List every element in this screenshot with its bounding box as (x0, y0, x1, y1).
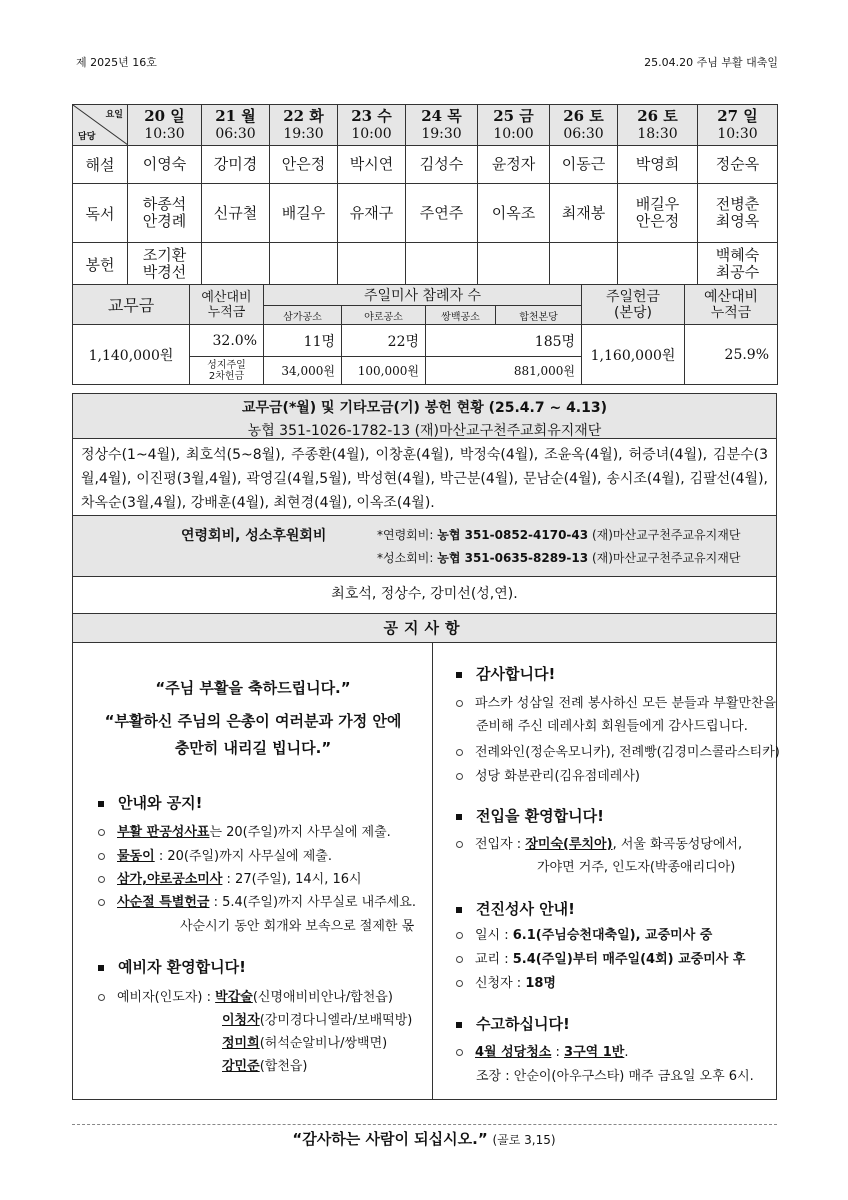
assignee-cell (128, 243, 202, 286)
circle-bullet-icon (456, 932, 463, 939)
cleaning-group: 3구역 1반 (564, 1045, 625, 1060)
assignee-cell (270, 146, 338, 184)
day-label: 26 토 (637, 107, 678, 125)
issue-number: 제 2025년 16호 (76, 56, 157, 69)
greeting-line-2: “부활하신 주님의 은총이 여러분과 가정 안에 (104, 712, 402, 730)
greeting-line-3: 충만히 내리길 빕니다.” (174, 739, 332, 757)
catechumen-name-4: 강민준 (222, 1059, 260, 1074)
hapcheon-header: 합천본당 (496, 306, 582, 325)
assignee-name: 유재구 (349, 203, 394, 222)
assignee-name: 박시연 (349, 155, 394, 173)
catechumen-row-3 (222, 1032, 387, 1051)
confirmation-item-2-label: 교리 : (475, 952, 513, 967)
assignee-cell (698, 184, 778, 243)
second-collection-label (190, 357, 264, 385)
offering-amount: 1,160,000원 (582, 325, 685, 385)
assignee-name: 안은정 (281, 155, 326, 173)
notices-column-divider (432, 642, 433, 1100)
catechumen-row-1 (98, 986, 393, 1005)
section-catechumen-title-text: 예비자 환영합니다! (118, 958, 246, 976)
transfer-label: 전입자 : (475, 837, 526, 852)
assignee-name: 안경례 (142, 212, 187, 230)
assignee-cell (478, 243, 550, 286)
second-collection-line1: 성지주일 (207, 359, 246, 371)
section-cleaning-title (456, 1013, 570, 1034)
cleaning-month: 4월 성당청소 (475, 1045, 552, 1060)
budget-header-2-line2: 누적금 (710, 304, 752, 321)
offering-header-line2: (본당) (614, 304, 653, 321)
circle-bullet-icon (98, 829, 105, 836)
mass-time: 19:30 (283, 126, 324, 142)
guide-item-3 (98, 868, 362, 887)
assignee-name: 안은정 (635, 212, 680, 230)
assignee-name: 이옥조 (491, 203, 536, 222)
section-guide-title-text: 안내와 공지! (118, 794, 203, 812)
guide-item-1-bold: 부활 판공성사표 (117, 825, 210, 840)
mass-time: 19:30 (421, 126, 462, 142)
assignee-cell (550, 146, 618, 184)
thanks-item-3 (456, 765, 640, 784)
day-header (338, 105, 406, 146)
square-bullet-icon (98, 801, 104, 807)
assignee-cell (202, 243, 270, 286)
schedule-row-reading (73, 184, 778, 243)
day-label: 21 월 (215, 107, 256, 125)
mass-time: 10:00 (351, 126, 392, 142)
assignee-name: 정순옥 (715, 155, 760, 173)
guide-item-4-bold: 사순절 특별헌금 (117, 895, 210, 910)
transfer-item (456, 833, 742, 852)
yaro-count: 22명 (342, 325, 426, 357)
thanks-item-3-text: 성당 화분관리(김유점데레사) (475, 769, 640, 784)
association-account-2 (377, 549, 740, 566)
assignee-name: 최재봉 (561, 203, 606, 222)
ssangbaek-header: 쌍백공소 (426, 306, 496, 325)
mass-time: 18:30 (637, 126, 678, 142)
assignee-name: 박경선 (142, 263, 187, 281)
assignee-name: 이동근 (561, 155, 606, 173)
day-label: 24 목 (421, 107, 462, 125)
catechumen-row-2 (222, 1009, 412, 1028)
mass-time: 06:30 (215, 126, 256, 142)
assignee-cell (128, 146, 202, 184)
assignee-name: 배길우 (635, 195, 680, 213)
section-confirmation-title-text: 견진성사 안내! (476, 900, 576, 918)
footer (0, 1128, 848, 1149)
assignee-name: 신규철 (213, 203, 258, 222)
association-title: 연령회비, 성소후원회비 (181, 528, 327, 544)
assignee-cell (406, 184, 478, 243)
square-bullet-icon (456, 672, 462, 678)
circle-bullet-icon (456, 841, 463, 848)
guide-item-4-text: : 5.4(주일)까지 사무실로 내주세요. (209, 895, 416, 910)
budget-header-1-line1: 예산대비 (201, 289, 252, 305)
guide-item-2 (98, 845, 332, 864)
section-guide-title (98, 792, 203, 813)
thanks-item-2-text: 전례와인(정순옥모니카), 전례빵(김경미스콜라스티카) (475, 745, 780, 760)
yaro-amount: 100,000원 (342, 357, 426, 385)
assignee-cell (698, 146, 778, 184)
day-label: 22 화 (283, 107, 324, 125)
account-1-label: *연령회비: (377, 528, 434, 542)
section-transfer-title (456, 805, 604, 826)
guide-item-2-text: : 20(주일)까지 사무실에 제출. (154, 849, 332, 864)
confirmation-item-3-value: 18명 (525, 976, 556, 991)
square-bullet-icon (98, 965, 104, 971)
association-donors: 최호석, 정상수, 강미선(성,연). (72, 576, 777, 614)
circle-bullet-icon (456, 700, 463, 707)
account-1-number: 농협 351-0852-4170-43 (437, 528, 589, 542)
assignee-cell (406, 243, 478, 286)
samga-count: 11명 (264, 325, 342, 357)
schedule-row-commentary (73, 146, 778, 184)
budget2-percent: 25.9% (685, 325, 778, 385)
day-header (550, 105, 618, 146)
circle-bullet-icon (98, 853, 105, 860)
guide-item-3-bold: 삼가,야로공소미사 (117, 872, 223, 887)
assignee-name: 하종석 (142, 195, 187, 213)
account-2-number: 농협 351-0635-8289-13 (437, 551, 589, 565)
guide-item-2-bold: 물동이 (117, 849, 155, 864)
offering-report-header (72, 393, 777, 439)
assignee-cell (478, 146, 550, 184)
day-label: 26 토 (563, 107, 604, 125)
day-label: 20 일 (144, 107, 185, 125)
schedule-row-offering (73, 243, 778, 286)
square-bullet-icon (456, 814, 462, 820)
mass-time: 10:30 (144, 126, 185, 142)
confirmation-item-1-value: 6.1(주님승천대축일), 교중미사 중 (512, 928, 713, 943)
offering-header (582, 285, 685, 325)
catechumen-guide-3: (허석순알비나/쌍백면) (259, 1036, 388, 1051)
ministry-schedule-table (72, 104, 778, 286)
day-label: 27 일 (717, 107, 758, 125)
offering-donor-list: 정상수(1~4월), 최호석(5~8월), 주종환(4월), 이창훈(4월), 박정숙(4월), 조윤옥(4월), 허증녀(4월), 김분수(3월,4월), 이진평(3월,4월), 곽영길(4월,5월), 박성현(4월), 박근분(4월), 문남순(4월), 송시조(4월), 김팔선(4월), 차옥순(3월,4월), 강배훈(4월), 최현경(4월), 이옥조(4월). (72, 438, 777, 516)
day-header (128, 105, 202, 146)
assignee-cell (550, 184, 618, 243)
cleaning-end: . (624, 1045, 629, 1060)
assignee-cell (550, 243, 618, 286)
circle-bullet-icon (98, 899, 105, 906)
mass-time: 10:00 (493, 126, 534, 142)
confirmation-item-2-value: 5.4(주일)부터 매주일(4회) 교중미사 후 (512, 952, 746, 967)
assignee-name: 최공수 (715, 263, 760, 281)
thanks-item-1-cont: 준비해 주신 데레사회 회원들에게 감사드립니다. (476, 719, 748, 734)
association-header (72, 515, 777, 577)
confirmation-item-3 (456, 972, 556, 991)
assignee-name: 배길우 (281, 203, 326, 222)
cleaning-item-1 (456, 1041, 628, 1060)
role-label: 독서 (73, 184, 128, 243)
assignee-cell (338, 146, 406, 184)
catechumen-name-1: 박갑술 (215, 990, 253, 1005)
schedule-corner-cell (73, 105, 128, 146)
schedule-header-row (73, 105, 778, 146)
guide-item-3-text: : 27(주일), 14시, 16시 (222, 872, 362, 887)
assignee-cell (698, 243, 778, 286)
second-collection-line2: 2차헌금 (208, 370, 245, 382)
assignee-name: 강미경 (213, 155, 258, 173)
catechumen-name-2: 이청자 (222, 1013, 260, 1028)
assignee-name: 윤정자 (491, 155, 536, 173)
circle-bullet-icon (456, 1049, 463, 1056)
catechumen-guide-1: (신명애비비안나/합천읍) (252, 990, 393, 1005)
day-label: 23 수 (351, 107, 392, 125)
thanks-item-1 (456, 692, 776, 711)
attendance-header: 주일미사 참례자 수 (264, 285, 582, 306)
thanks-item-1-text: 파스카 성삼일 전례 봉사하신 모든 분들과 부활만찬을 (475, 696, 777, 711)
circle-bullet-icon (456, 956, 463, 963)
budget1-percent: 32.0% (190, 325, 264, 357)
budget-header-1 (190, 285, 264, 325)
day-label: 25 금 (493, 107, 534, 125)
hapcheon-count: 185명 (426, 325, 582, 357)
guide-item-1-text: 는 20(주일)까지 사무실에 제출. (209, 825, 391, 840)
section-cleaning-title-text: 수고하십니다! (476, 1015, 570, 1033)
corner-day-label: 요일 (105, 110, 123, 120)
catechumen-name-3: 정미희 (222, 1036, 260, 1051)
assignee-cell (618, 146, 698, 184)
assignee-cell (338, 243, 406, 286)
transfer-text: , 서울 화곡동성당에서, (612, 837, 743, 852)
mass-time: 06:30 (563, 126, 604, 142)
account-2-owner: (재)마산교구천주교유지재단 (591, 551, 741, 565)
assignee-name: 최영옥 (715, 212, 760, 230)
assignee-cell (618, 243, 698, 286)
catechumen-label: 예비자(인도자) : (117, 990, 216, 1005)
guide-item-1 (98, 821, 391, 840)
assignee-name: 전병춘 (715, 195, 760, 213)
assignee-cell (202, 184, 270, 243)
assignee-name: 김성수 (419, 155, 464, 173)
assignee-cell (478, 184, 550, 243)
section-thanks-title (456, 663, 555, 684)
offering-report-account: 농협 351-1026-1782-13 (재)마산교구천주교회유지재단 (247, 423, 602, 439)
square-bullet-icon (456, 907, 462, 913)
day-header (618, 105, 698, 146)
hapcheon-amount: 881,000원 (426, 357, 582, 385)
assignee-cell (270, 243, 338, 286)
circle-bullet-icon (456, 749, 463, 756)
account-2-label: *성소회비: (377, 551, 434, 565)
account-1-owner: (재)마산교구천주교유지재단 (591, 528, 741, 542)
greeting-line-1: “주님 부활을 축하드립니다.” (155, 679, 351, 697)
catechumen-row-4 (222, 1055, 308, 1074)
assignee-cell (618, 184, 698, 243)
confirmation-item-1-label: 일시 : (475, 928, 513, 943)
role-label: 해설 (73, 146, 128, 184)
yaro-header: 야로공소 (342, 306, 426, 325)
circle-bullet-icon (456, 773, 463, 780)
corner-role-label: 담당 (78, 132, 96, 142)
samga-amount: 34,000원 (264, 357, 342, 385)
assignee-name: 백혜숙 (715, 246, 760, 264)
guide-item-4-cont: 사순시기 동안 회개와 보속으로 절제한 몫 (180, 919, 415, 934)
kyomu-header: 교무금 (73, 285, 190, 325)
offering-header-line1: 주일헌금 (605, 288, 661, 305)
assignee-cell (270, 184, 338, 243)
role-label: 봉헌 (73, 243, 128, 286)
section-confirmation-title (456, 898, 575, 919)
notices-title: 공지사항 (72, 613, 777, 643)
finance-table (72, 284, 778, 385)
association-account-1 (377, 526, 740, 543)
confirmation-item-2 (456, 948, 745, 967)
catechumen-guide-4: (합천읍) (259, 1059, 308, 1074)
transfer-name: 장미숙(루치아) (525, 837, 613, 852)
section-thanks-title-text: 감사합니다! (476, 665, 556, 683)
thanks-item-2 (456, 741, 780, 760)
day-header (478, 105, 550, 146)
day-header (698, 105, 778, 146)
samga-header: 삼가공소 (264, 306, 342, 325)
assignee-name: 조기환 (142, 246, 187, 264)
footer-reference: (골로 3,15) (492, 1133, 556, 1147)
assignee-name: 주연주 (419, 203, 464, 222)
mass-time: 10:30 (717, 126, 758, 142)
budget-header-2 (685, 285, 778, 325)
assignee-cell (406, 146, 478, 184)
circle-bullet-icon (98, 994, 105, 1001)
assignee-cell (202, 146, 270, 184)
kyomu-amount: 1,140,000원 (73, 325, 190, 385)
footer-divider (72, 1124, 777, 1125)
budget-header-2-line1: 예산대비 (703, 288, 759, 305)
assignee-name: 박영희 (635, 155, 680, 173)
assignee-cell (338, 184, 406, 243)
circle-bullet-icon (98, 876, 105, 883)
day-header (202, 105, 270, 146)
assignee-name: 이영숙 (142, 155, 187, 173)
section-catechumen-title (98, 956, 246, 977)
budget-header-1-line2: 누적금 (207, 304, 246, 320)
offering-report-title: 교무금(*월) 및 기타모금(기) 봉헌 현황 (25.4.7 ~ 4.13) (241, 400, 608, 416)
day-header (270, 105, 338, 146)
confirmation-item-3-label: 신청자 : (475, 976, 526, 991)
day-header (406, 105, 478, 146)
transfer-item-cont: 가야면 거주, 인도자(박종애리디아) (537, 860, 736, 875)
circle-bullet-icon (456, 980, 463, 987)
confirmation-item-1 (456, 924, 712, 943)
catechumen-guide-2: (강미경다니엘라/보배떡방) (259, 1013, 413, 1028)
cleaning-item-2: 조장 : 안순이(아우구스타) 매주 금요일 오후 6시. (476, 1069, 754, 1084)
square-bullet-icon (456, 1022, 462, 1028)
cleaning-sep: : (551, 1045, 565, 1060)
footer-quote: “감사하는 사람이 되십시오.” (292, 1130, 488, 1148)
issue-date: 25.04.20 주님 부활 대축일 (644, 56, 778, 69)
section-transfer-title-text: 전입을 환영합니다! (476, 807, 604, 825)
assignee-cell (128, 184, 202, 243)
guide-item-4 (98, 891, 416, 910)
